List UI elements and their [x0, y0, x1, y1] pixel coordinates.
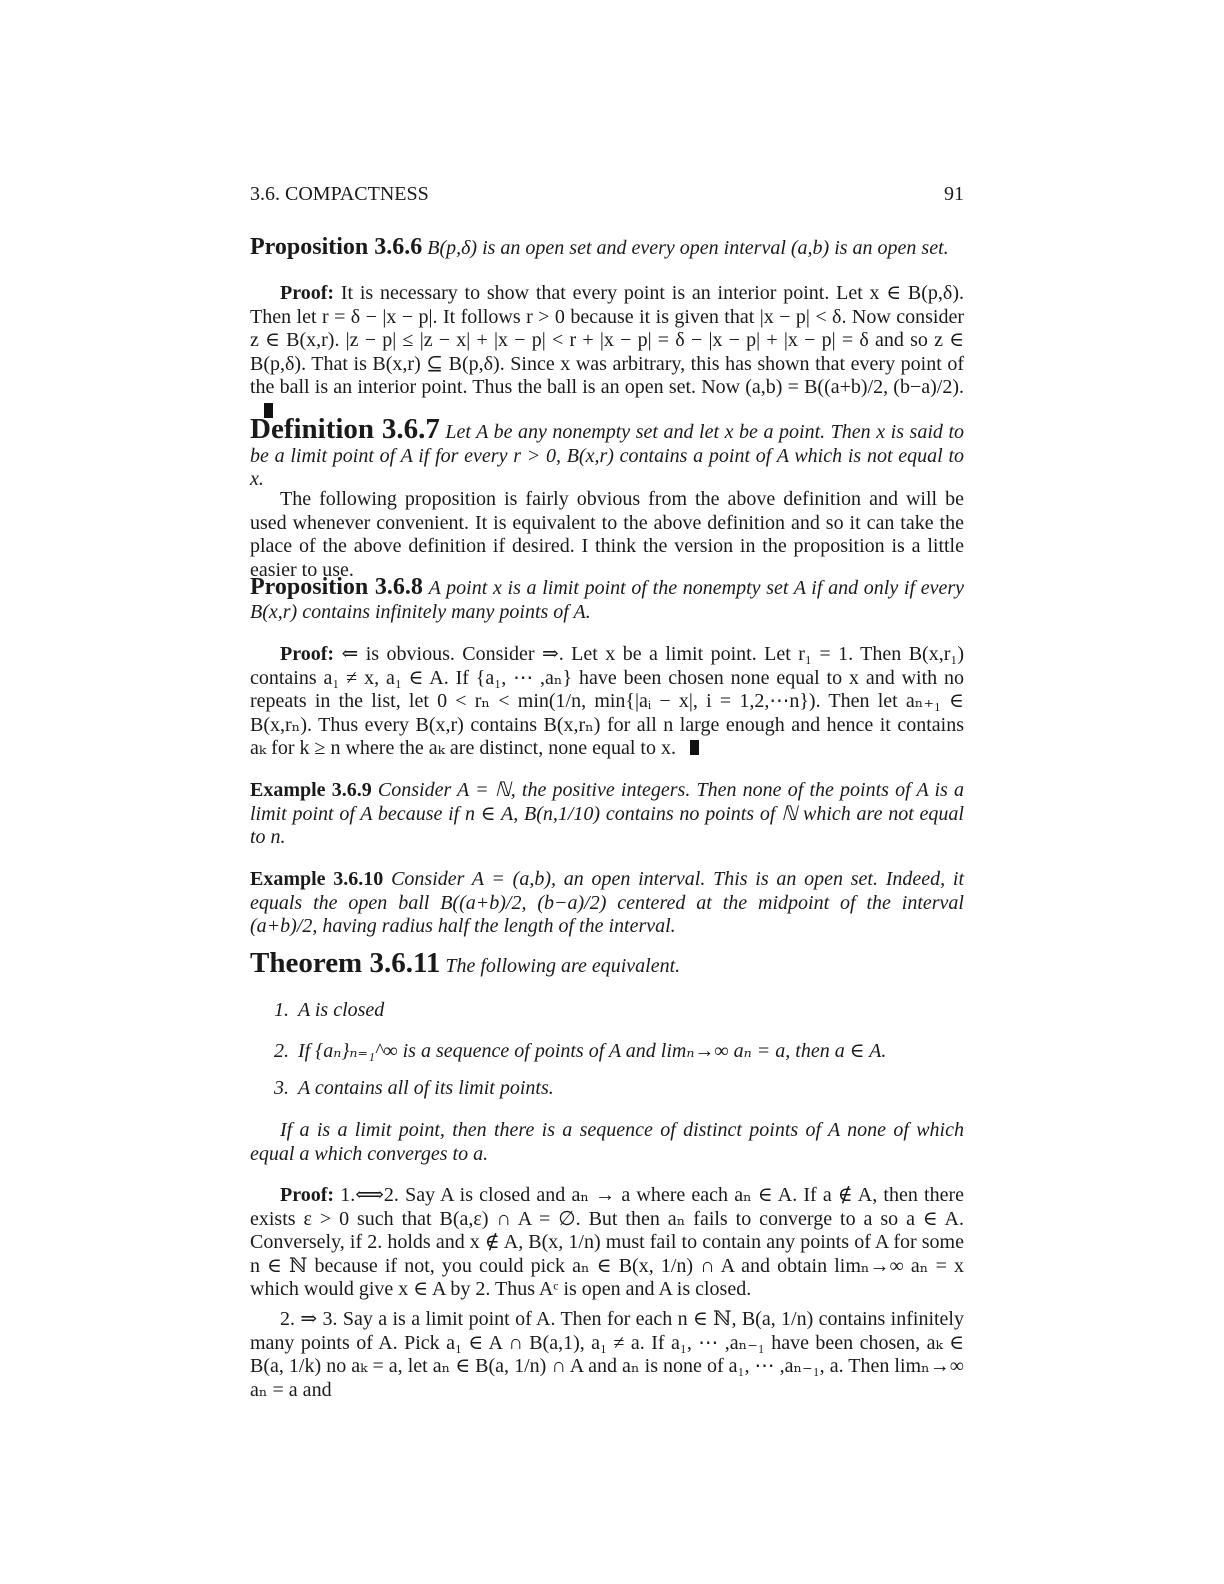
proposition-3-6-6 — [250, 236, 964, 261]
proposition-label: Proposition 3.6.8 — [250, 574, 423, 600]
definition-statement: Let A be any nonempty set and let x be a point. Then x is said to be a limit point of A if for every r > 0, B(x,r) contains a point of A which is not equal to x. — [250, 421, 965, 490]
proof-3-6-11-part2 — [250, 1308, 964, 1402]
paragraph-intro — [250, 488, 964, 582]
definition-label: Definition 3.6.7 — [250, 413, 440, 445]
proposition-statement: B(p,δ) is an open set and every open interval (a,b) is an open set. — [427, 237, 949, 259]
theorem-item-3 — [274, 1077, 554, 1100]
item-number: 1. — [274, 999, 289, 1021]
item-text: A contains all of its limit points. — [298, 1077, 554, 1099]
proof-label: Proof: — [280, 643, 335, 665]
item-number: 3. — [274, 1077, 289, 1099]
example-label: Example 3.6.9 — [250, 779, 372, 801]
theorem-item-1 — [274, 999, 384, 1022]
example-3-6-9 — [250, 779, 964, 850]
proof-label: Proof: — [280, 282, 335, 304]
example-label: Example 3.6.10 — [250, 868, 384, 890]
theorem-statement: The following are equivalent. — [445, 955, 681, 977]
proof-3-6-6 — [250, 282, 964, 423]
proof-3-6-8 — [250, 643, 964, 761]
proof-3-6-11-part1 — [250, 1184, 964, 1302]
proof-text: It is necessary to show that every point is an interior point. Let x ∈ B(p,δ). Then let r = δ − |x − p|. It follows r > 0 because it is given that |x − p| < δ. Now consider z ∈ B(x,r). |z − p| ≤ |z − x| + |x − p| < r + |x − p| = δ − |x − p| + |x − p| = δ and so z ∈ B(p,δ). That is B(x,r) ⊆ B(p,δ). Since x was arbitrary, this has shown that every point of the ball is an interior point. Thus the ball is an open set. Now (a,b) = B((a+b)/2, (b−a)/2). — [250, 282, 965, 398]
proposition-label: Proposition 3.6.6 — [250, 234, 423, 260]
proposition-3-6-8 — [250, 576, 964, 624]
item-number: 2. — [274, 1040, 289, 1062]
qed-icon — [690, 740, 699, 755]
theorem-item-2 — [274, 1038, 886, 1063]
theorem-remark — [250, 1119, 964, 1166]
section-title: 3.6. COMPACTNESS — [250, 183, 429, 205]
proof-label: Proof: — [280, 1184, 335, 1206]
running-header — [250, 183, 964, 206]
item-text: A is closed — [298, 999, 385, 1021]
example-statement: Consider A = (a,b), an open interval. This is an open set. Indeed, it equals the open ball B((a+b)/2, (b−a)/2) centered at the midpoint of the interval (a+b)/2, having radius half the length of the interval. — [250, 868, 964, 937]
proposition-statement: A point x is a limit point of the nonempty set A if and only if every B(x,r) contains infinitely many points of A. — [250, 577, 964, 623]
example-3-6-10 — [250, 868, 964, 939]
proof-text: ⇐ is obvious. Consider ⇒. Let x be a limit point. Let r₁ = 1. Then B(x,r₁) contains a₁ ≠ x, a₁ ∈ A. If {a₁, ⋯ ,aₙ} have been chosen none equal to x and with no repeats in the list, let 0 < rₙ < min(1/n, min{|aᵢ − x|, i = 1,2,⋯n}). Then let aₙ₊₁ ∈ B(x,rₙ). Thus every B(x,r) contains B(x,rₙ) for all n large enough and hence it contains aₖ for k ≥ n where the aₖ are distinct, none equal to x. — [250, 643, 964, 759]
theorem-3-6-11 — [250, 947, 964, 979]
example-statement: Consider A = ℕ, the positive integers. Then none of the points of A is a limit point of A because if n ∈ A, B(n,1/10) contains no points of ℕ which are not equal to n. — [250, 779, 965, 848]
theorem-label: Theorem 3.6.11 — [250, 947, 441, 979]
proof-text: 1.⟺2. Say A is closed and aₙ → a where each aₙ ∈ A. If a ∉ A, then there exists ε > 0 such that B(a,ε) ∩ A = ∅. But then aₙ fails to converge to a so a ∈ A. Conversely, if 2. holds and x ∉ A, B(x, 1/n) must fail to contain any points of A for some n ∈ ℕ because if not, you could pick aₙ ∈ B(x, 1/n) ∩ A and obtain limₙ→∞ aₙ = x which would give x ∈ A by 2. Thus Aᶜ is open and A is closed. — [250, 1184, 964, 1300]
definition-3-6-7 — [250, 413, 965, 492]
page-number: 91 — [944, 183, 964, 205]
paragraph-text: The following proposition is fairly obvious from the above definition and will be used whenever convenient. It is equivalent to the above definition and so it can take the place of the above definition if desired. I think the version in the proposition is a little easier to use. — [250, 488, 964, 581]
remark-text: If a is a limit point, then there is a sequence of distinct points of A none of which equal a which converges to a. — [250, 1119, 964, 1165]
item-text: If {aₙ}ₙ₌₁^∞ is a sequence of points of A and limₙ→∞ aₙ = a, then a ∈ A. — [298, 1040, 887, 1062]
proof-text: 2. ⇒ 3. Say a is a limit point of A. Then for each n ∈ ℕ, B(a, 1/n) contains infinitely many points of A. Pick a₁ ∈ A ∩ B(a,1), a₁ ≠ a. If a₁, ⋯ ,aₙ₋₁ have been chosen, aₖ ∈ B(a, 1/k) no aₖ = a, let aₙ ∈ B(a, 1/n) ∩ A and aₙ is none of a₁, ⋯ ,aₙ₋₁, a. Then limₙ→∞ aₙ = a and — [250, 1308, 964, 1401]
